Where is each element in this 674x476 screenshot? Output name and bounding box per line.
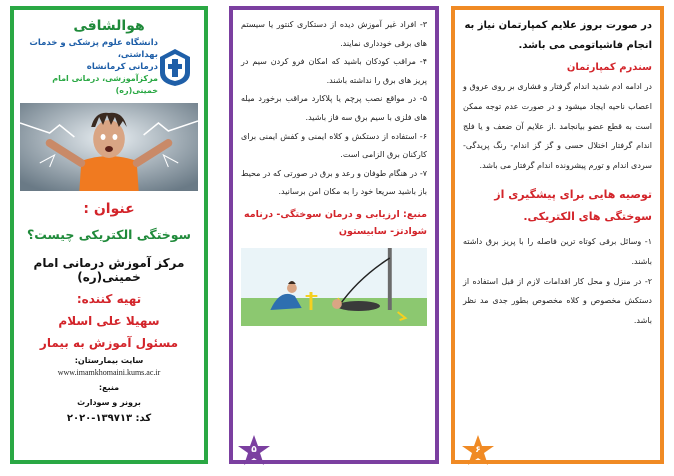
- university-name-line1: دانشگاه علوم پزشکی و خدمات بهداشتی،: [29, 38, 158, 60]
- document-code: کد: ۱۳۹۷۱۳-۲۰۲۰: [66, 413, 152, 424]
- center-name: مرکز آموزش درمانی امام خمینی(ره): [33, 256, 185, 284]
- page-number-badge: [461, 434, 495, 468]
- safety-item: ۳- افراد غیر آموزش دیده از دستکاری کنتور یا سیستم های برقی خودداری نمایند.: [241, 20, 427, 48]
- source-name: برونر و سودارث: [77, 398, 141, 407]
- university-logo: [158, 47, 192, 87]
- prevention-item: ۱- وسائل برقی کوتاه ترین فاصله را با پریز برق داشته باشند.: [463, 236, 652, 266]
- hospital-site-label: سایت بیمارستان:: [74, 356, 144, 365]
- compartment-panel: [451, 6, 664, 464]
- hospital-name: مرکزآموزشی، درمانی امام خمینی(ره): [52, 74, 158, 95]
- author-role: مسئول آموزش به بیمار: [39, 336, 179, 350]
- subject-label: عنوان :: [83, 201, 135, 217]
- page-number: ۶: [475, 445, 481, 455]
- university-name-line2: درمانی کرمانشاه: [86, 62, 158, 72]
- prevention-heading: توصیه هایی برای پیشگیری از سوختگی های الکتریکی.: [494, 187, 652, 223]
- reference-source: منبع: ارزیابی و درمان سوختگی- درنامه شوادتز- سابیستون: [243, 208, 427, 237]
- prepared-by-label: تهیه کننده:: [76, 292, 142, 306]
- safety-item: ۷- در هنگام طوفان و رعد و برق در صورتی که در محیط باز باشید سریعا خود را به مکان امن برسانید.: [241, 168, 427, 197]
- cover-title: هوالشافی: [73, 18, 145, 34]
- prevention-list: [455, 228, 660, 331]
- compartment-subheading: سندرم کمپارتمان: [566, 62, 652, 73]
- cover-panel: [10, 6, 208, 464]
- subject-title: سوختگی الکتریکی چیست؟: [27, 227, 191, 242]
- safety-item: ۴- مراقب کودکان باشید که امکان فرو کردن سیم در پریز های برق را نداشته باشند.: [241, 57, 427, 85]
- page-number: ۵: [251, 445, 257, 455]
- compartment-paragraph: در ادامه ادم شدید اندام گرفتار و فشاری بر روی عروق و اعصاب ناحیه ایجاد میشود و در صورت عدم توجه ممکن است به قطع عضو بیانجامد .از علایم آن ضعف و یا فلج اندام گرفتار اختلال حسی و گز گز اندام- رنگ پریدگی- سردی اندام و تورم پیشرونده اندام گرفتار می باشد.: [463, 82, 652, 171]
- fasciotomy-heading: در صورت بروز علایم کمپارتمان نیاز به انجام فاشیاتومی می باشد.: [464, 20, 652, 51]
- safety-item: ۵- در مواقع نصب پرچم یا پلاکارد مراقب برخورد میله های فلزی با سیم برق سه فاز باشید.: [241, 94, 427, 122]
- hospital-url[interactable]: www.imamkhomaini.kums.ac.ir: [57, 368, 161, 377]
- accident-illustration: [241, 248, 427, 326]
- electrocution-photo: [20, 103, 198, 191]
- safety-item: ۶- استفاده از دستکش و کلاه ایمنی و کفش ایمنی برای کارکنان برق الزامی است.: [241, 131, 427, 160]
- author-name: سهیلا علی اسلام: [58, 314, 160, 328]
- source-label: منبع:: [98, 383, 120, 392]
- prevention-item: ۲- در منزل و محل کار اقدامات لازم از قبل استفاده از دستکش مخصوص و کلاه مخصوص بطور جدی مد نظر باشد.: [463, 276, 652, 326]
- safety-list: [233, 10, 435, 202]
- university-header: [14, 34, 204, 97]
- page-number-badge: [237, 434, 271, 468]
- safety-panel: [229, 6, 439, 464]
